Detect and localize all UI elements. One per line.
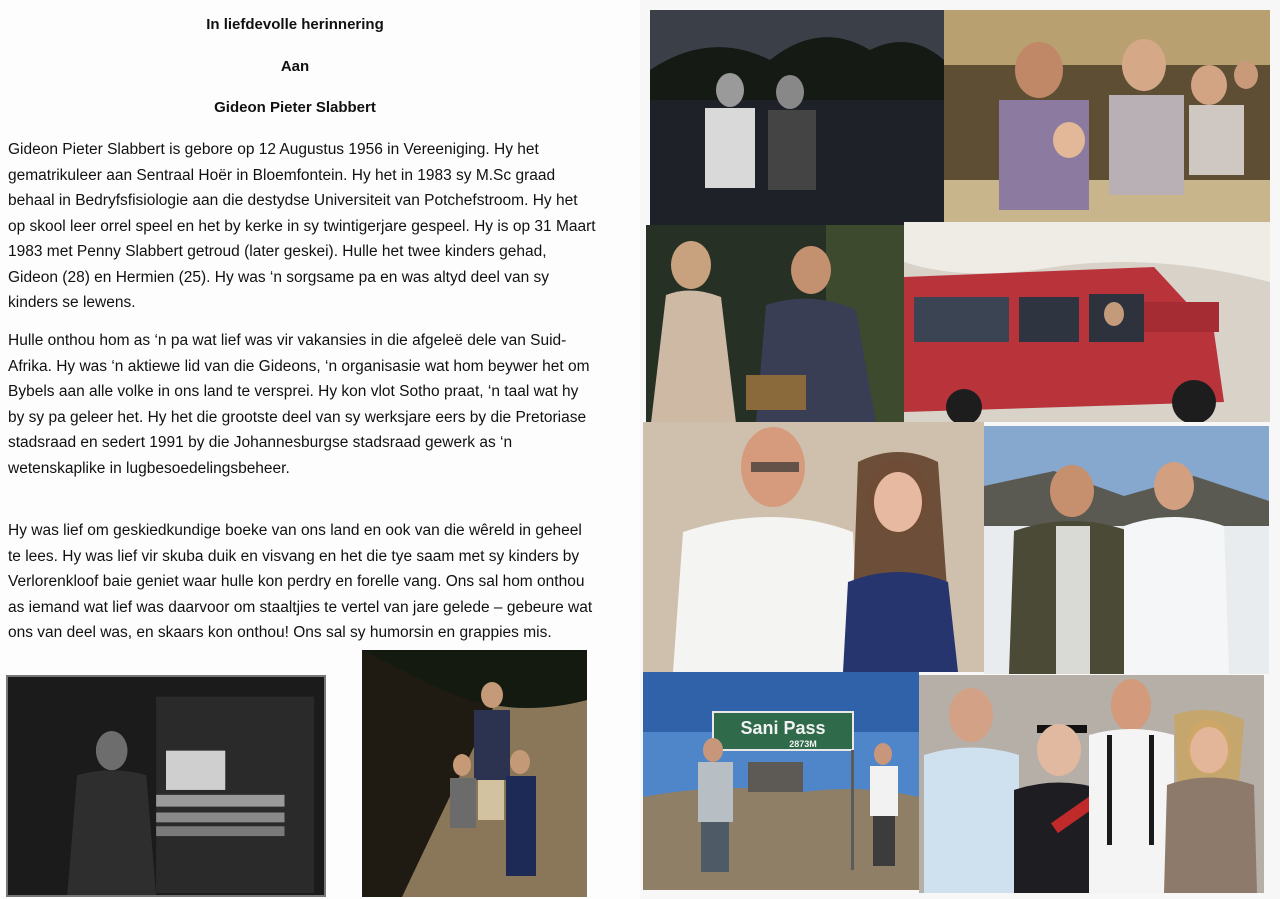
sign-name: Sani Pass (740, 718, 826, 738)
photo-organ-player (6, 675, 326, 897)
photo-graduation-family (919, 675, 1264, 893)
paragraph-interests: Hy was lief om geskiedkundige boeke van ons land en ook van die wêreld in geheel te lees. Hy was lief vir skuba duik en visvang en het die tye saam met sy kinders by Verlorenkloof baie geniet waar hulle kon perdry en forelle vang. Ons sal hom onthou as iemand wat lief was daarvoor om staaltjies te vertel van jare gelede – gebeure wat ons van deel was, en skaars kon onthou! Ons sal sy humorsin en grappies mis. (8, 522, 593, 641)
photo-red-vehicle-in-snow (904, 222, 1270, 422)
heading-to: Aan (280, 58, 310, 75)
photo-father-and-son-mountain (984, 426, 1269, 674)
sign-altitude: 2873M (789, 739, 817, 749)
heading-name: Gideon Pieter Slabbert (214, 99, 376, 116)
heading-in-loving-memory: In liefdevolle herinnering (206, 16, 384, 33)
paragraph-biography: Gideon Pieter Slabbert is gebore op 12 Augustus 1956 in Vereeniging. Hy het gematrikuleer aan Sentraal Hoër in Bloemfontein. Hy het in 1983 sy M.Sc graad behaal in Bedryfsfisiologie aan die destydse Universiteit van Potchefstroom. Hy het op skool leer orrel speel en het by kerke in sy twintigerjare gespeel. Hy is op 31 Maart 1983 met Penny Slabbert getroud (later geskei). Hulle het twee kinders gehad, Gideon (28) en Hermien (25). Hy was ‘n sorgsame pa en was altyd deel van sy kinders se lewens. (8, 141, 596, 311)
photo-two-men-outdoors (650, 10, 944, 235)
photo-family-at-table (944, 10, 1270, 222)
photo-father-and-daughter (643, 422, 984, 672)
photo-sani-pass-sign (643, 672, 919, 890)
photo-father-with-child (646, 225, 904, 423)
paragraph-career: Hulle onthou hom as ‘n pa wat lief was vir vakansies in die afgeleë dele van Suid-Afrika. Hy was ‘n aktiewe lid van die Gideons, ‘n organisasie wat hom beywer het om Bybels aan alle volke in ons land te versprei. Hy kon vlot Sotho praat, ‘n taal wat hy by sy pa geleer het. Hy het die grootste deel van sy werksjare eers by die Pretoriase stadsraad en sedert 1991 by die Johannesburgse stadsraad gewerk as ‘n wetenskaplike in lugbesoedelingsbeheer. (8, 332, 590, 477)
photo-children-on-path (362, 650, 587, 897)
